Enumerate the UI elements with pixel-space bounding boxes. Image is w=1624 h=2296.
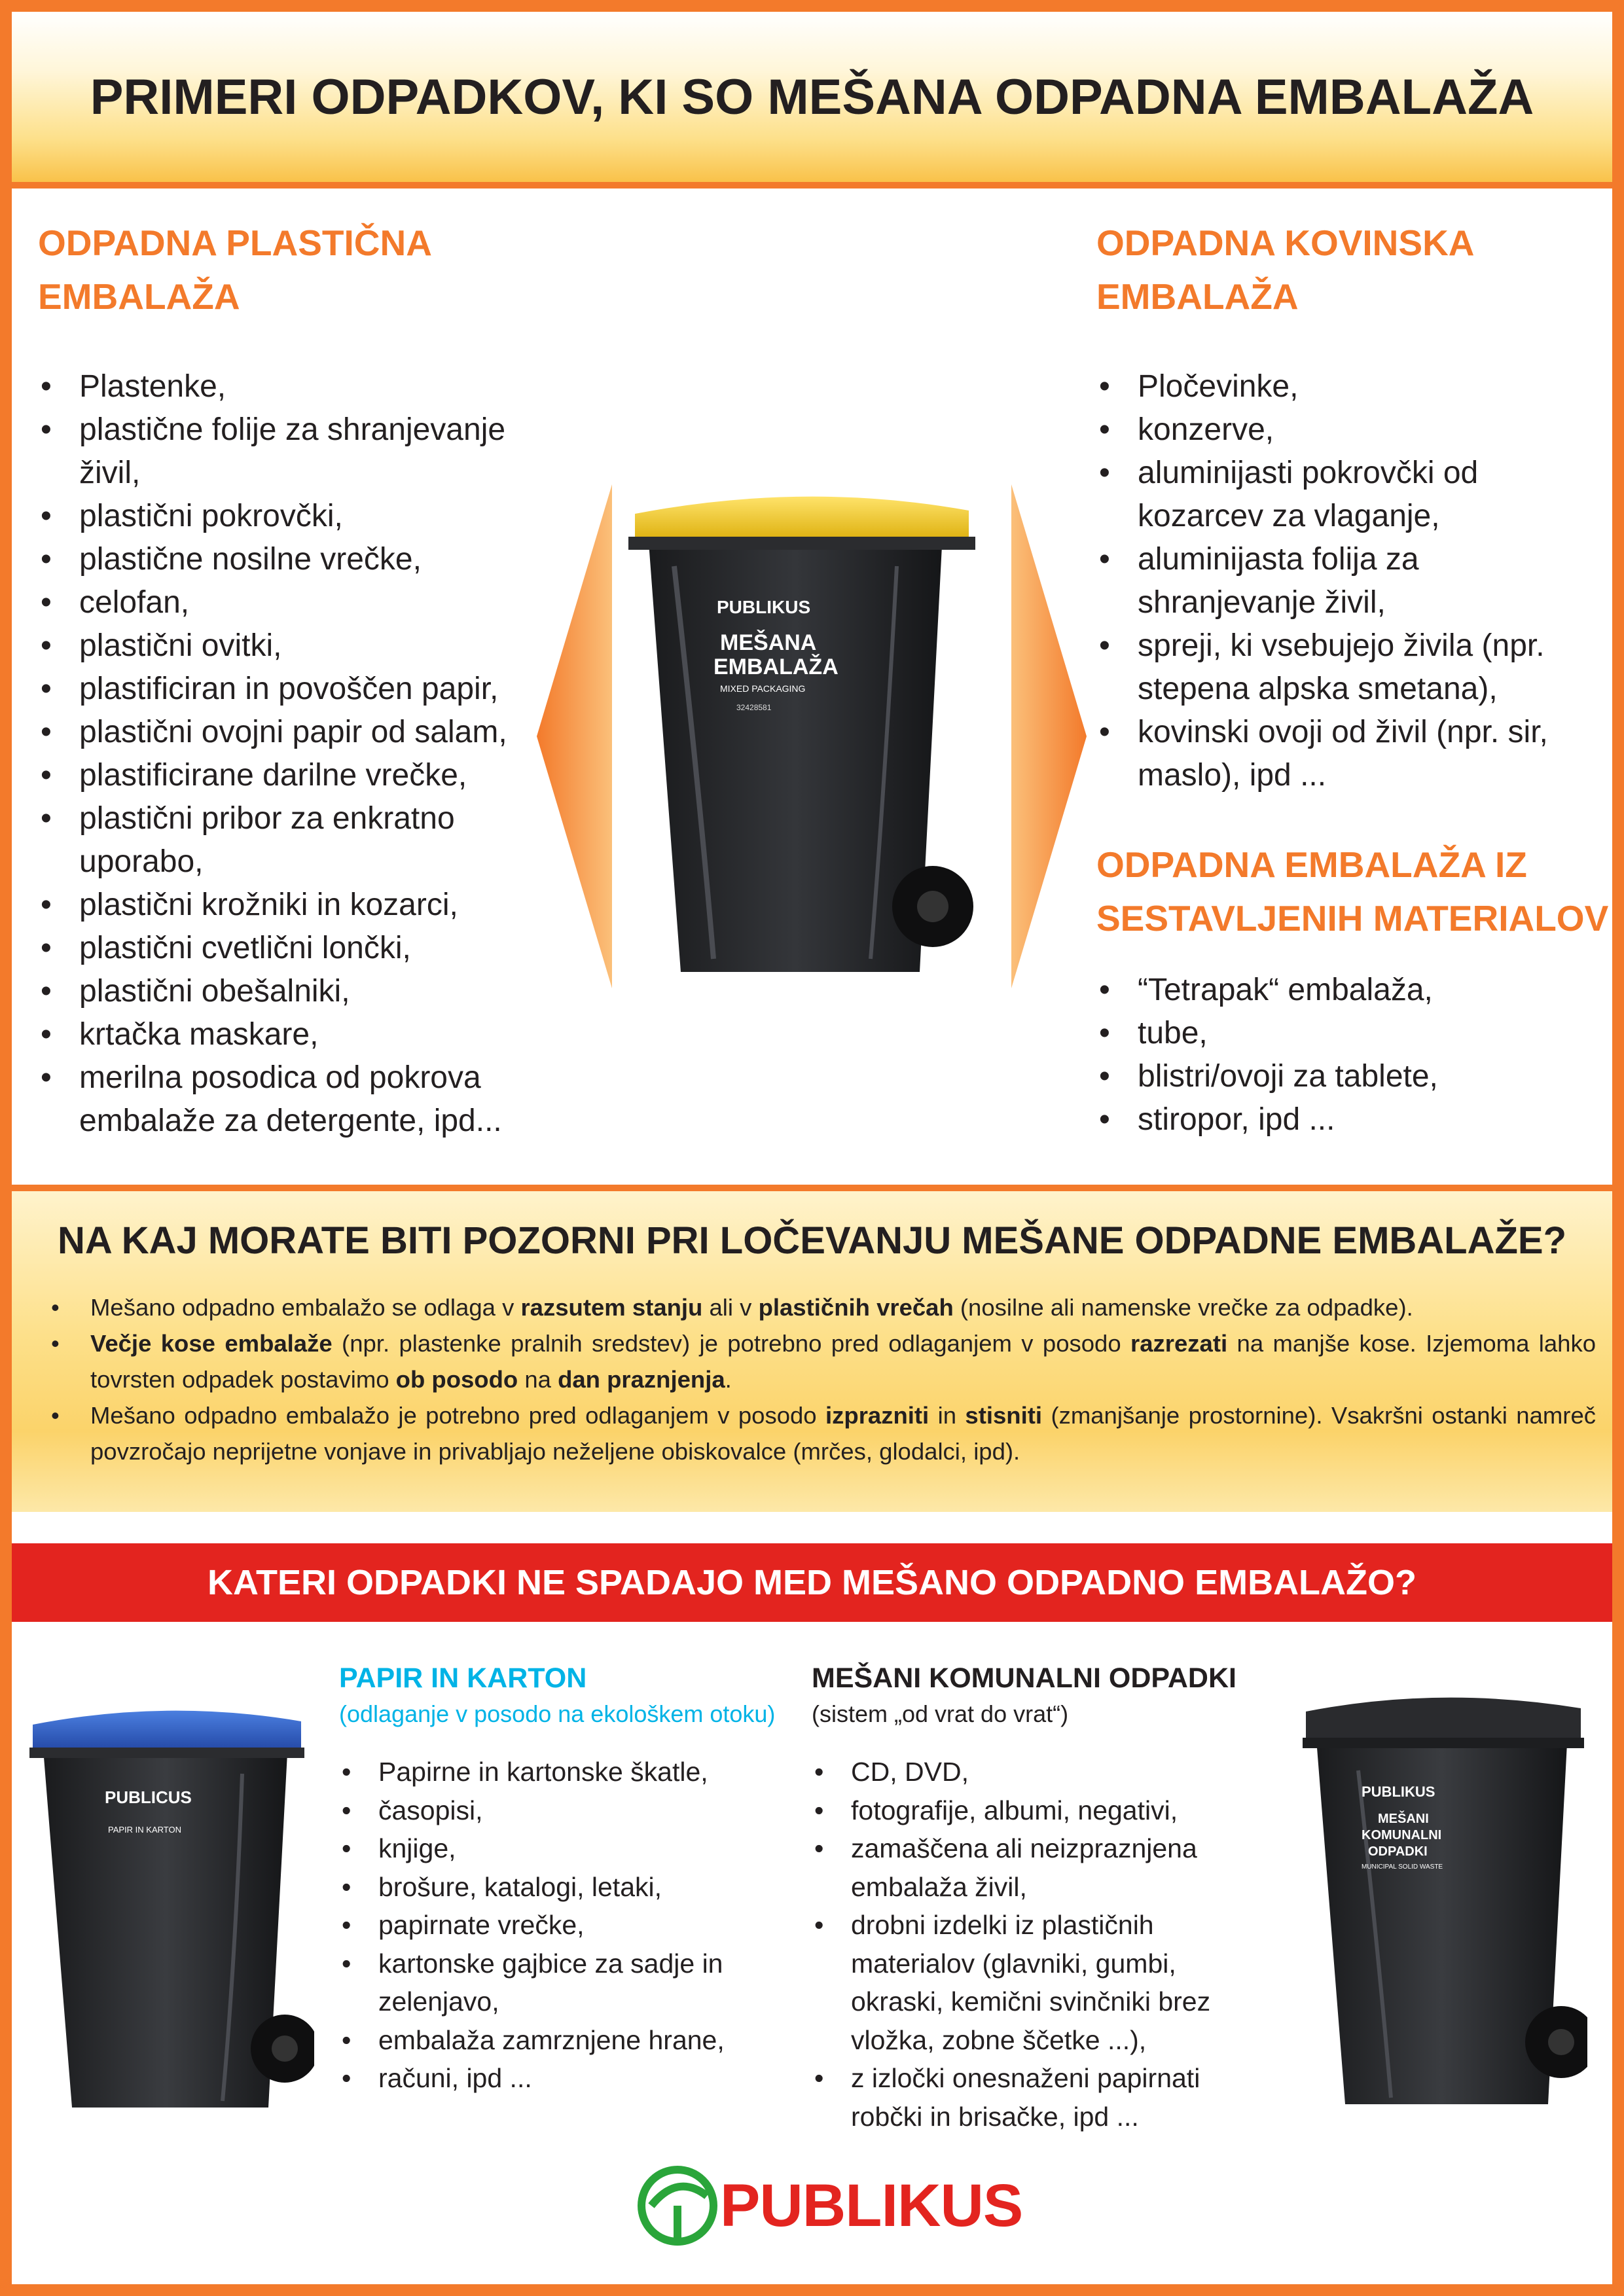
not-belong-title: KATERI ODPADKI NE SPADAJO MED MEŠANO ODPADNO EMBALAŽO? [207, 1563, 1417, 1602]
warning-item-2: • Večje kose embalaže (npr. plastenke pralnih sredstev) je potrebno pred odlaganjem v posodo razrezati na manjše kose. Izjemoma lahko tovrsten odpadek postavimo ob posodo na dan praznjenja. [38, 1325, 1596, 1397]
paper-list-item: • časopisi, [339, 1791, 797, 1830]
publikus-logo [635, 2160, 1023, 2251]
plastic-list-item: • plastični krožniki in kozarci, [38, 884, 542, 927]
warning-band [12, 1185, 1612, 1512]
composite-list-item: • “Tetrapak“ embalaža, [1096, 969, 1594, 1012]
warning-item-1: • Mešano odpadno embalažo se odlaga v razsutem stanju ali v plastičnih vrečah (nosilne ali namenske vrečke za odpadke). [38, 1289, 1596, 1325]
yellow-bin-brand: PUBLIKUS [717, 597, 811, 617]
metal-list [1096, 365, 1594, 797]
plastic-list-item: • plastični ovojni papir od salam, [38, 711, 542, 754]
municipal-list-item: • z izločki onesnaženi papirnati robčki in brisačke, ipd ... [812, 2059, 1270, 2136]
plastic-list-item: • plastificirane darilne vrečke, [38, 754, 542, 797]
warning-title: NA KAJ MORATE BITI POZORNI PRI LOČEVANJU MEŠANE ODPADNE EMBALAŽE? [57, 1219, 1567, 1262]
composite-heading [1096, 838, 1608, 945]
black-bin-sub: MUNICIPAL SOLID WASTE [1362, 1863, 1443, 1871]
black-lid-bin-image [1299, 1685, 1587, 2117]
composite-list-item: • blistri/ovoji za tablete, [1096, 1055, 1594, 1098]
right-arrow-icon [1008, 484, 1087, 988]
plastic-heading [38, 216, 432, 323]
metal-list-item: • spreji, ki vsebujejo živila (npr. stepena alpska smetana), [1096, 624, 1594, 711]
paper-list-item: • embalaža zamrznjene hrane, [339, 2021, 797, 2060]
plastic-list-item: • plastični pokrovčki, [38, 495, 542, 538]
plastic-heading-line2: EMBALAŽA [38, 276, 240, 317]
left-arrow-icon [537, 484, 615, 988]
blue-lid-bin-image [26, 1695, 314, 2121]
paper-list-item: • računi, ipd ... [339, 2059, 797, 2098]
metal-list-item: • aluminijasti pokrovčki od kozarcev za vlaganje, [1096, 452, 1594, 538]
plastic-list-item: • plastični obešalniki, [38, 970, 542, 1013]
municipal-note: (sistem „od vrat do vrat“) [812, 1700, 1069, 1727]
plastic-list-item: • plastični ovitki, [38, 624, 542, 668]
paper-list-item: • papirnate vrečke, [339, 1906, 797, 1945]
paper-list [339, 1753, 797, 2098]
publikus-logo-text: PUBLIKUS [720, 2172, 1023, 2239]
plastic-list-item: • celofan, [38, 581, 542, 624]
composite-heading-line2: SESTAVLJENIH MATERIALOV [1096, 898, 1609, 939]
municipal-heading: MEŠANI KOMUNALNI ODPADKI [812, 1662, 1236, 1694]
plastic-list-item: • plastični cvetlični lončki, [38, 927, 542, 970]
composite-list-item: • tube, [1096, 1012, 1594, 1055]
yellow-bin-sub: MIXED PACKAGING [720, 683, 806, 694]
plastic-list [38, 365, 542, 1143]
paper-note: (odlaganje v posodo na ekološkem otoku) [339, 1700, 776, 1727]
black-bin-label3: ODPADKI [1368, 1844, 1428, 1859]
not-belong-banner [12, 1543, 1612, 1622]
black-bin-label1: MEŠANI [1378, 1812, 1429, 1826]
blue-bin-label: PAPIR IN KARTON [108, 1825, 181, 1835]
plastic-list-item: • Plastenke, [38, 365, 542, 408]
metal-list-item: • Pločevinke, [1096, 365, 1594, 408]
yellow-bin-label2: EMBALAŽA [713, 655, 839, 679]
page-title: PRIMERI ODPADKOV, KI SO MEŠANA ODPADNA EMBALAŽA [90, 69, 1534, 125]
composite-heading-line1: ODPADNA EMBALAŽA IZ [1096, 844, 1527, 885]
yellow-bin-label1: MEŠANA [720, 630, 817, 655]
plastic-heading-line1: ODPADNA PLASTIČNA [38, 223, 432, 263]
paper-heading: PAPIR IN KARTON [339, 1662, 587, 1694]
warning-list [38, 1289, 1596, 1469]
metal-heading-line2: EMBALAŽA [1096, 276, 1299, 317]
warning-item-3: • Mešano odpadno embalažo je potrebno pred odlaganjem v posodo izprazniti in stisniti (zmanjšanje prostornine). Vsakršni ostanki namreč povzročajo neprijetne vonjave in privabljajo neželjene obiskovalce (mrčes, glodalci, ipd). [38, 1397, 1596, 1469]
plastic-list-item: • plastične nosilne vrečke, [38, 538, 542, 581]
publikus-logo-icon [635, 2160, 720, 2251]
paper-list-item: • knjige, [339, 1829, 797, 1868]
plastic-list-item: • plastične folije za shranjevanje živil, [38, 408, 542, 495]
metal-heading [1096, 216, 1475, 323]
paper-list-item: • kartonske gajbice za sadje in zelenjavo, [339, 1945, 797, 2021]
municipal-list-item: • drobni izdelki iz plastičnih materialov (glavniki, gumbi, okraski, kemični svinčniki brez vložka, zobne ščetke ...), [812, 1906, 1270, 2059]
municipal-list-item: • fotografije, albumi, negativi, [812, 1791, 1270, 1830]
metal-list-item: • kovinski ovoji od živil (npr. sir, maslo), ipd ... [1096, 711, 1594, 797]
composite-list [1096, 969, 1594, 1141]
paper-list-item: • brošure, katalogi, letaki, [339, 1868, 797, 1907]
municipal-list [812, 1753, 1270, 2136]
blue-bin-brand: PUBLICUS [105, 1787, 192, 1807]
plastic-list-item: • plastični pribor za enkratno uporabo, [38, 797, 542, 884]
plastic-list-item: • plastificiran in povoščen papir, [38, 668, 542, 711]
metal-list-item: • konzerve, [1096, 408, 1594, 452]
paper-list-item: • Papirne in kartonske škatle, [339, 1753, 797, 1791]
metal-list-item: • aluminijasta folija za shranjevanje živil, [1096, 538, 1594, 624]
yellow-lid-bin-image [622, 475, 988, 985]
municipal-list-item: • CD, DVD, [812, 1753, 1270, 1791]
plastic-list-item: • krtačka maskare, [38, 1013, 542, 1056]
black-bin-label2: KOMUNALNI [1362, 1828, 1442, 1842]
header-banner [12, 12, 1612, 188]
yellow-bin-serial: 32428581 [736, 703, 772, 712]
municipal-list-item: • zamaščena ali neizpraznjena embalaža živil, [812, 1829, 1270, 1906]
plastic-list-item: • merilna posodica od pokrova embalaže za detergente, ipd... [38, 1056, 542, 1143]
composite-list-item: • stiropor, ipd ... [1096, 1098, 1594, 1141]
black-bin-brand: PUBLIKUS [1362, 1784, 1435, 1800]
metal-heading-line1: ODPADNA KOVINSKA [1096, 223, 1475, 263]
